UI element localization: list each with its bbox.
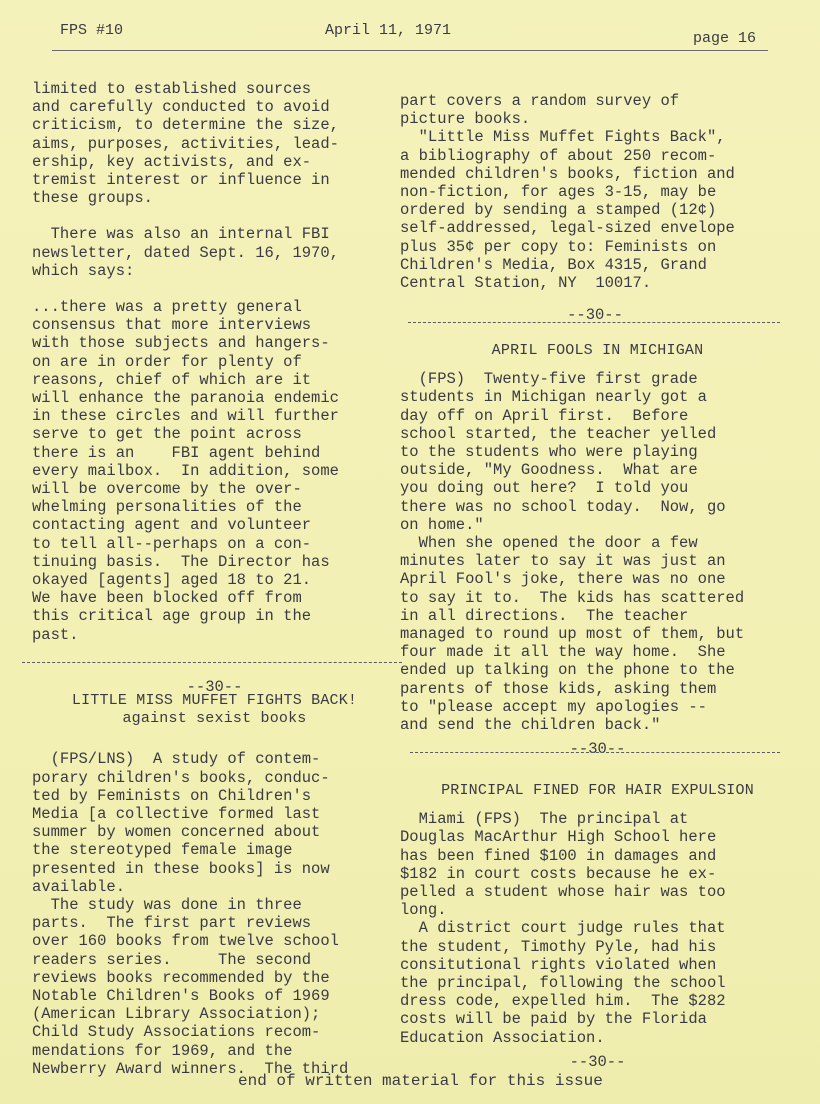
text-line: day off on April first. Before — [400, 406, 689, 425]
text-line: contacting agent and volunteer — [32, 516, 312, 535]
text-line: Newberry Award winners. The third — [32, 1059, 349, 1078]
text-line: Douglas MacArthur High School here — [400, 828, 717, 847]
text-line: parents of those kids, asking them — [400, 679, 717, 698]
text-line: "Little Miss Muffet Fights Back", — [400, 128, 726, 147]
text-line: self-addressed, legal-sized envelope — [400, 219, 735, 238]
text-line: with those subjects and hangers- — [32, 334, 330, 353]
text-line: porary children's books, conduc- — [32, 768, 330, 787]
text-line: non-fiction, for ages 3-15, may be — [400, 183, 717, 202]
text-line: four made it all the way home. She — [400, 643, 726, 662]
text-line: mended children's books, fiction and — [400, 164, 735, 183]
header-rule — [52, 50, 768, 51]
text-line: past. — [32, 625, 79, 644]
text-line: these groups. — [32, 189, 153, 208]
text-line: parts. The first part reviews — [32, 914, 312, 933]
page-header — [60, 22, 760, 52]
text-line: available. — [32, 877, 126, 896]
text-line: outside, "My Goodness. What are — [400, 461, 698, 480]
text-line: you doing out here? I told you — [400, 479, 689, 498]
text-line: (American Library Association); — [32, 1005, 321, 1024]
text-line: and send the children back." — [400, 716, 661, 735]
text-line: Central Station, NY 10017. — [400, 274, 652, 293]
text-line: Notable Children's Books of 1969 — [32, 987, 330, 1006]
text-line: serve to get the point across — [32, 425, 302, 444]
text-line: and carefully conducted to avoid — [32, 98, 330, 117]
section-divider — [22, 662, 402, 663]
text-line: April Fool's joke, there was no one — [400, 570, 726, 589]
text-line: the student, Timothy Pyle, had his — [400, 937, 717, 956]
page-footer: end of written material for this issue — [238, 1072, 603, 1090]
text-line: presented in these books] is now — [32, 859, 330, 878]
text-line: has been fined $100 in damages and — [400, 846, 717, 865]
text-line: long. — [400, 901, 447, 920]
text-line: limited to established sources — [32, 80, 312, 98]
text-line: aims, purposes, activities, lead- — [32, 134, 339, 153]
fbi-newsletter-quote — [32, 298, 397, 644]
text-line: students in Michigan nearly got a — [400, 388, 707, 407]
text-line: which says: — [32, 261, 135, 280]
text-line: okayed [agents] aged 18 to 21. — [32, 571, 312, 590]
right-column — [400, 92, 790, 324]
text-line: consensus that more interviews — [32, 316, 312, 335]
text-line: ordered by sending a stamped (12¢) — [400, 201, 717, 220]
text-line: (FPS/LNS) A study of contem- — [32, 750, 321, 769]
text-line: on are in order for plenty of — [32, 352, 302, 371]
text-line: readers series. The second — [32, 950, 312, 969]
text-line: tinuing basis. The Director has — [32, 552, 330, 571]
text-line: Children's Media, Box 4315, Grand — [400, 255, 707, 274]
text-line: Education Association. — [400, 1028, 605, 1047]
left-column — [32, 80, 397, 696]
text-line: whelming personalities of the — [32, 498, 302, 517]
end-mark: --30-- — [569, 740, 626, 759]
text-line: every mailbox. In addition, some — [32, 461, 339, 480]
text-line: in all directions. The teacher — [400, 606, 689, 625]
text-line: ted by Feminists on Children's — [32, 786, 312, 805]
text-line: will enhance the paranoia endemic — [32, 389, 339, 408]
text-line: Miami (FPS) The principal at — [400, 810, 689, 829]
article-headline: PRINCIPAL FINED FOR HAIR EXPULSION — [441, 782, 754, 799]
text-line: reviews books recommended by the — [32, 968, 330, 987]
text-line: managed to round up most of them, but — [400, 625, 745, 644]
fbi-article-continuation — [32, 80, 397, 207]
text-line: There was also an internal FBI — [32, 225, 330, 244]
text-line: tremist interest or influence in — [32, 171, 330, 190]
article-headline: APRIL FOOLS IN MICHIGAN — [491, 342, 704, 359]
text-line: will be overcome by the over- — [32, 480, 302, 499]
text-line: there was no school today. Now, go — [400, 497, 726, 516]
article-headline: LITTLE MISS MUFFET FIGHTS BACK! — [71, 692, 358, 709]
muffet-article-continuation — [400, 92, 790, 292]
text-line: consitutional rights violated when — [400, 955, 717, 974]
text-line: Child Study Associations recom- — [32, 1023, 321, 1042]
text-line: newsletter, dated Sept. 16, 1970, — [32, 243, 339, 262]
text-line: to the students who were playing — [400, 443, 698, 462]
muffet-article — [32, 692, 397, 1078]
text-line: this critical age group in the — [32, 607, 312, 626]
end-mark: --30-- — [567, 306, 623, 325]
text-line: to tell all--perhaps on a con- — [32, 534, 312, 553]
end-mark: --30-- — [186, 677, 243, 696]
text-line: pelled a student whose hair was too — [400, 883, 726, 902]
end-mark: --30-- — [569, 1052, 626, 1071]
text-line: to say it to. The kids has scattered — [400, 588, 745, 607]
section-divider — [410, 752, 780, 753]
fbi-newsletter-intro — [32, 225, 397, 280]
page-number: page 16 — [692, 30, 756, 47]
text-line: mendations for 1969, and the — [32, 1041, 293, 1060]
text-line: picture books. — [400, 110, 531, 129]
issue-number: FPS #10 — [60, 22, 124, 39]
text-line: Media [a collective formed last — [32, 805, 321, 824]
text-line: costs will be paid by the Florida — [400, 1010, 707, 1029]
section-divider — [408, 322, 780, 323]
text-line: over 160 books from twelve school — [32, 932, 339, 951]
april-fools-article — [400, 342, 795, 758]
text-line: dress code, expelled him. The $282 — [400, 992, 726, 1011]
text-line: to "please accept my apologies -- — [400, 697, 707, 716]
text-line: in these circles and will further — [32, 407, 339, 426]
text-line: the stereotyped female image — [32, 841, 293, 860]
text-line: minutes later to say it was just an — [400, 552, 726, 571]
text-line: ended up talking on the phone to the — [400, 661, 735, 680]
text-line: When she opened the door a few — [400, 534, 698, 553]
text-line: there is an FBI agent behind — [32, 443, 321, 462]
text-line: $182 in court costs because he ex- — [400, 864, 717, 883]
text-line: summer by women concerned about — [32, 823, 321, 842]
text-line: on home." — [400, 515, 484, 534]
text-line: part covers a random survey of — [400, 92, 680, 110]
principal-article — [400, 782, 795, 1071]
text-line: plus 35¢ per copy to: Feminists on — [400, 237, 717, 256]
text-line: criticism, to determine the size, — [32, 116, 339, 135]
text-line: reasons, chief of which are it — [32, 370, 312, 389]
text-line: (FPS) Twenty-five first grade — [400, 370, 698, 389]
text-line: We have been blocked off from — [32, 589, 302, 608]
text-line: ership, key activists, and ex- — [32, 152, 312, 171]
text-line: ...there was a pretty general — [32, 298, 302, 317]
text-line: a bibliography of about 250 recom- — [400, 146, 717, 165]
article-subheadline: against sexist books — [122, 710, 307, 728]
text-line: school started, the teacher yelled — [400, 424, 717, 443]
text-line: The study was done in three — [32, 896, 302, 915]
text-line: the principal, following the school — [400, 974, 726, 993]
issue-date: April 11, 1971 — [325, 22, 452, 39]
text-line: A district court judge rules that — [400, 919, 726, 938]
